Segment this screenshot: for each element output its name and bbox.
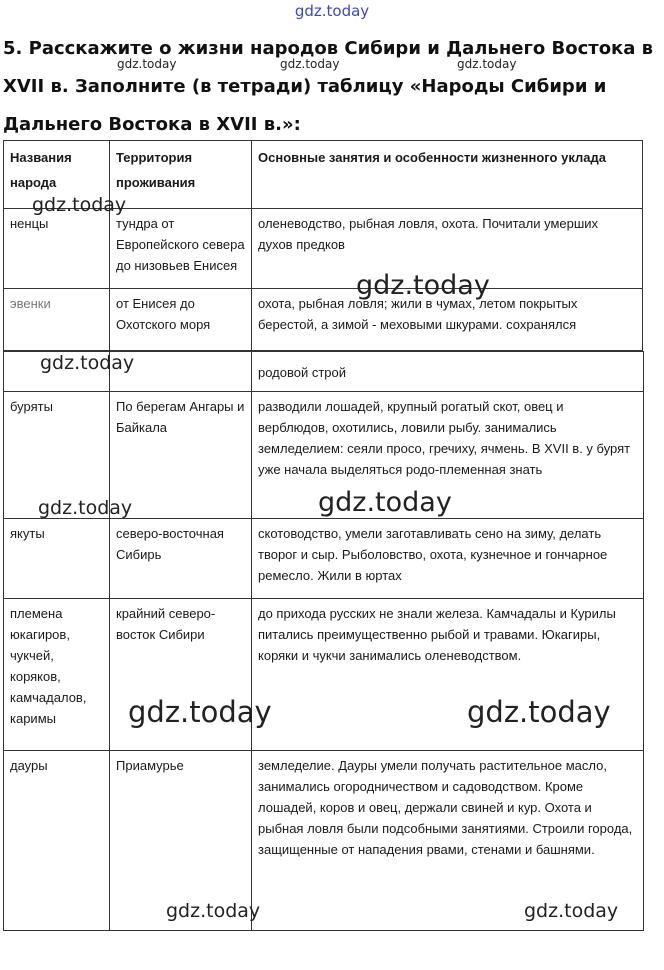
cell-occupations: скотоводство, умели заготавливать сено на зиму, делать творог и сыр. Рыболовство, охота, кузнечное и гончарное ремесло. Жили в юртах [252, 519, 644, 599]
cell-territory: Приамурье [110, 751, 252, 931]
cell-territory: крайний северо-восток Сибири [110, 599, 252, 751]
watermark: gdz.today [166, 900, 261, 922]
cell-occupations: оленеводство, рыбная ловля, охота. Почитали умерших духов предков [252, 209, 643, 289]
cell-occupations: разводили лошадей, крупный рогатый скот, овец и верблюдов, охотились, ловили рыбу. занимались земледелием: сеяли просо, гречиху, ячмень. В XVII в. у бурят уже начала выделяться родо-племенная знать [252, 392, 644, 519]
cell-people: ненцы [4, 209, 110, 289]
cell-people: племена юкагиров, чукчей, коряков, камчадалов, каримы [4, 599, 110, 751]
cell-occupations: охота, рыбная ловля; жили в чумах, летом покрытых берестой, а зимой - меховыми шкурами. сохранялся [252, 289, 643, 351]
watermark: gdz.today [38, 497, 133, 519]
cell-people: буряты [4, 392, 110, 519]
watermark: gdz.today [117, 57, 177, 71]
header-people: Названия народа [4, 141, 110, 209]
watermark: gdz.today [318, 487, 452, 518]
cell-territory: тундра от Европейского севера до низовьев Енисея [110, 209, 252, 289]
cell-territory: северо-восточная Сибирь [110, 519, 252, 599]
peoples-table-part-2 [3, 351, 644, 931]
peoples-table-part-1 [3, 140, 643, 351]
table-row [4, 519, 644, 599]
watermark: gdz.today [356, 270, 490, 301]
watermark: gdz.today [40, 352, 135, 374]
watermark: gdz.today [467, 695, 611, 729]
watermark: gdz.today [32, 194, 127, 216]
watermark: gdz.today [280, 57, 340, 71]
table-row [4, 289, 643, 351]
question-text: 5. Расскажите о жизни народов Сибири и Дальнего Востока в XVII в. Заполните (в тетради) таблицу «Народы Сибири и Дальнего Востока в XVII в.»: [3, 38, 654, 135]
header-territory: Территория проживания [110, 141, 252, 209]
table-row [4, 209, 643, 289]
cell-people: якуты [4, 519, 110, 599]
cell-occupations: до прихода русских не знали железа. Камчадалы и Курилы питались преимущественно рыбой и травами. Юкагиры, коряки и чукчи занимались оленеводством. [252, 599, 644, 751]
cell-occupations: земледелие. Дауры умели получать растительное масло, занимались огородничеством и садоводством. Кроме лошадей, коров и овец, держали свиней и кур. Охота и рыбная ловля были подсобными занятиями. Строили города, защищенные от нападения рвами, стенами и башнями. [252, 751, 644, 931]
watermark: gdz.today [457, 57, 517, 71]
cell-people: эвенки [4, 289, 110, 351]
cell-territory: от Енисея до Охотского моря [110, 289, 252, 351]
watermark: gdz.today [524, 900, 619, 922]
cell-occupations: родовой строй [252, 352, 644, 392]
cell-people: дауры [4, 751, 110, 931]
site-logo-text: gdz.today [294, 2, 370, 20]
cell-territory: По берегам Ангары и Байкала [110, 392, 252, 519]
watermark: gdz.today [128, 695, 272, 729]
header-occupations: Основные занятия и особенности жизненного уклада [252, 141, 643, 209]
